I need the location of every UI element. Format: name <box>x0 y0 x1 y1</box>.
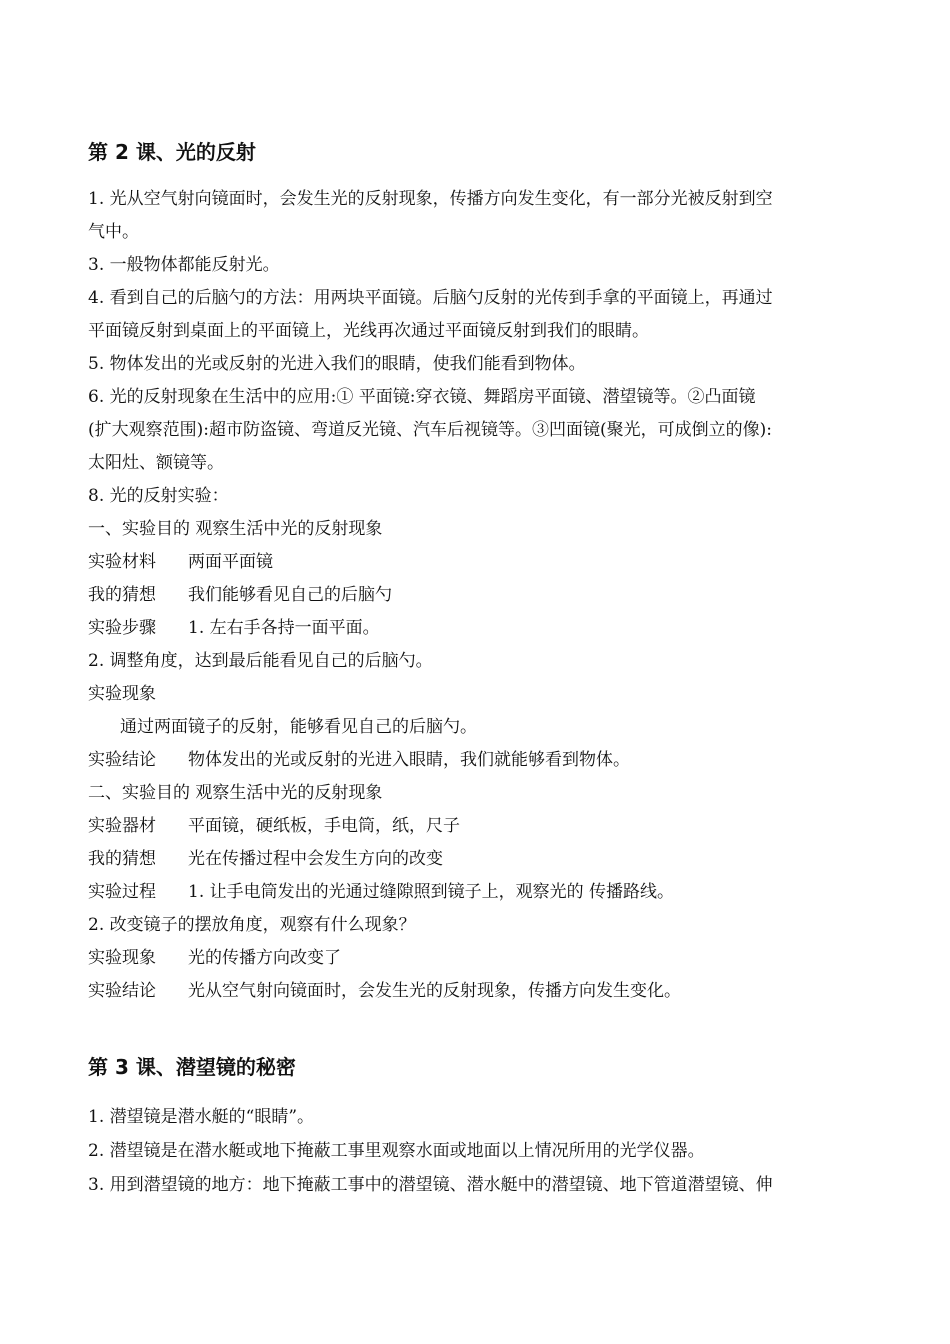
lesson2-point6-line1: 6. 光的反射现象在生活中的应用:① 平面镜:穿衣镜、舞蹈房平面镜、潜望镜等。②凸面镜 <box>88 387 756 407</box>
lesson3-point3: 3. 用到潜望镜的地方：地下掩蔽工事中的潜望镜、潜水艇中的潜望镜、地下管道潜望镜、伸 <box>88 1175 773 1195</box>
exp2-phenomenon-value: 光的传播方向改变了 <box>188 948 341 968</box>
lesson2-point5: 5. 物体发出的光或反射的光进入我们的眼睛，使我们能看到物体。 <box>88 354 586 374</box>
exp1-materials-value: 两面平面镜 <box>188 552 273 572</box>
exp1-materials-row <box>88 551 890 573</box>
lesson2-point6-line3: 太阳灶、额镜等。 <box>88 453 224 473</box>
exp1-phenomenon-value: 通过两面镜子的反射，能够看见自己的后脑勺。 <box>120 717 477 737</box>
lesson2-point6-line2: (扩大观察范围):超市防盗镜、弯道反光镜、汽车后视镜等。③凹面镜(聚光，可成倒立的像): <box>88 420 772 440</box>
exp2-purpose: 二、实验目的 观察生活中光的反射现象 <box>88 783 383 803</box>
lesson3-point2: 2. 潜望镜是在潜水艇或地下掩蔽工事里观察水面或地面以上情况所用的光学仪器。 <box>88 1141 705 1161</box>
exp1-conclusion-value: 物体发出的光或反射的光进入眼睛，我们就能够看到物体。 <box>188 750 630 770</box>
exp2-conclusion-value: 光从空气射向镜面时，会发生光的反射现象，传播方向发生变化。 <box>188 981 681 1001</box>
exp2-process-label: 实验过程 <box>88 882 156 902</box>
lesson3-point1: 1. 潜望镜是潜水艇的“眼睛”。 <box>88 1107 315 1127</box>
exp2-conclusion-row <box>88 980 890 1002</box>
exp1-materials-label: 实验材料 <box>88 552 156 572</box>
exp1-purpose: 一、实验目的 观察生活中光的反射现象 <box>88 519 383 539</box>
exp1-phenomenon-label: 实验现象 <box>88 684 156 704</box>
exp1-steps-row <box>88 617 890 639</box>
exp2-guess-value: 光在传播过程中会发生方向的改变 <box>188 849 443 869</box>
exp2-guess-row <box>88 848 890 870</box>
lesson2-point4-line1: 4. 看到自己的后脑勺的方法：用两块平面镜。后脑勺反射的光传到手拿的平面镜上，再通过 <box>88 288 773 308</box>
lesson2-point4-line2: 平面镜反射到桌面上的平面镜上，光线再次通过平面镜反射到我们的眼睛。 <box>88 321 649 341</box>
exp1-steps-label: 实验步骤 <box>88 618 156 638</box>
exp1-conclusion-row <box>88 749 890 771</box>
lesson2-point1-line1: 1. 光从空气射向镜面时，会发生光的反射现象，传播方向发生变化，有一部分光被反射到空 <box>88 189 773 209</box>
exp2-guess-label: 我的猜想 <box>88 849 156 869</box>
exp2-conclusion-label: 实验结论 <box>88 981 156 1001</box>
lesson2-point3: 3. 一般物体都能反射光。 <box>88 255 280 275</box>
exp2-phenomenon-label: 实验现象 <box>88 948 156 968</box>
exp2-step1: 1. 让手电筒发出的光通过缝隙照到镜子上，观察光的 传播路线。 <box>188 882 675 902</box>
exp2-equipment-value: 平面镜，硬纸板，手电筒，纸，尺子 <box>188 816 460 836</box>
exp2-process-row <box>88 881 890 903</box>
exp1-guess-value: 我们能够看见自己的后脑勺 <box>188 585 392 605</box>
exp1-step1: 1. 左右手各持一面平面。 <box>188 618 380 638</box>
exp2-phenomenon-row <box>88 947 890 969</box>
lesson2-title: 第 2 课、光的反射 <box>88 140 256 164</box>
exp2-equipment-row <box>88 815 890 837</box>
exp2-equipment-label: 实验器材 <box>88 816 156 836</box>
exp1-conclusion-label: 实验结论 <box>88 750 156 770</box>
lesson2-point8: 8. 光的反射实验： <box>88 486 229 506</box>
lesson2-point1-line2: 气中。 <box>88 222 139 242</box>
exp1-step2: 2. 调整角度，达到最后能看见自己的后脑勺。 <box>88 651 433 671</box>
exp2-step2: 2. 改变镜子的摆放角度，观察有什么现象？ <box>88 915 416 935</box>
lesson3-title: 第 3 课、潜望镜的秘密 <box>88 1055 296 1079</box>
exp1-guess-row <box>88 584 890 606</box>
exp1-guess-label: 我的猜想 <box>88 585 156 605</box>
